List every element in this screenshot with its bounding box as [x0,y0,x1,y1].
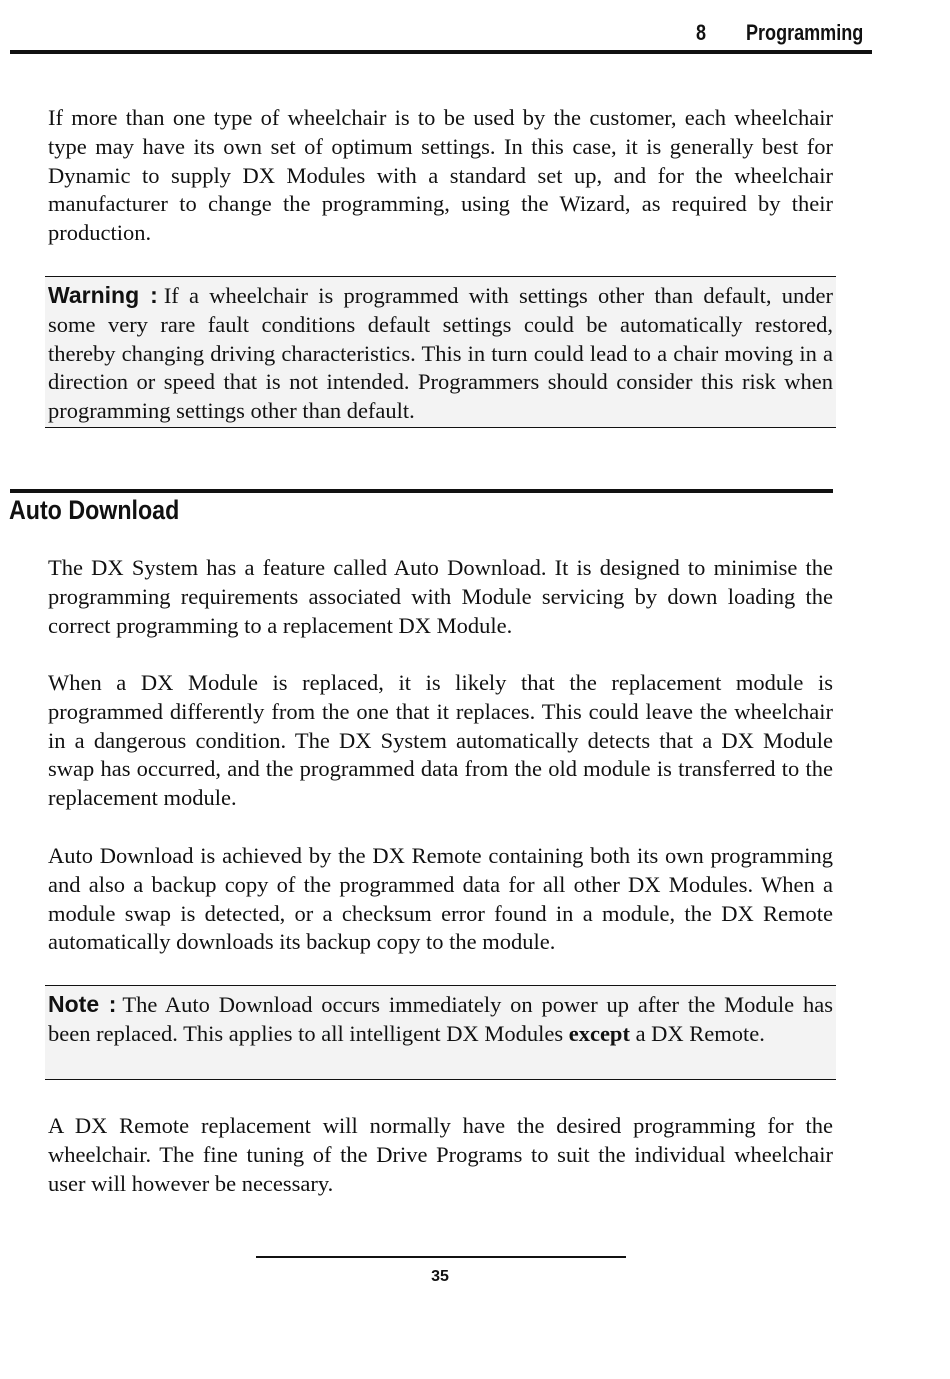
chapter-number: 8 [696,20,707,45]
warning-callout [45,276,836,428]
section-paragraph-2: When a DX Module is replaced, it is likely that the replacement module is programmed differently from the one that it replaces. This could leave the wheelchair in a dangerous condition. The DX System automatically detects that a DX Module swap has occurred, and the programmed data from the old module is transferred to the replacement module. [48,670,833,811]
intro-paragraph: If more than one type of wheelchair is to be used by the customer, each wheelchair type may have its own set of optimum settings. In this case, it is generally best for Dynamic to supply DX Modules with a standard set up, and for the wheelchair manufacturer to change the programming, using the Wizard, as required by their production. [48,105,833,246]
note-emphasis: except [568,1020,630,1046]
page-header [10,20,872,54]
closing-paragraph: A DX Remote replacement will normally have the desired programming for the wheelchair. The fine tuning of the Drive Programs to suit the individual wheelchair user will however be necessary. [48,1113,833,1196]
warning-label: Warning : [48,282,158,308]
footer-rule [256,1256,626,1258]
note-label: Note : [48,991,117,1017]
chapter-title: Programming [746,20,864,45]
note-callout [45,985,836,1080]
note-text-after: a DX Remote. [635,1020,765,1046]
note-body [48,990,833,1049]
section-paragraph-3: Auto Download is achieved by the DX Remote containing both its own programming and also a backup copy of the programmed data for all other DX Modules. When a module swap is detected, or a checksum error found in a module, the DX Remote automatically downloads its backup copy to the module. [48,843,833,955]
warning-text: If a wheelchair is programmed with settings other than default, under some very rare fault conditions default settings could be automatically restored, thereby changing driving characteristics. This in turn could lead to a chair moving in a direction or speed that is not intended. Programmers should consider this risk when programming settings other than default. [48,283,833,424]
warning-body [48,281,833,426]
note-text-before: The Auto Download occurs immediately on power up after the Module has been replaced. This applies to all intelligent DX Modules [48,992,833,1046]
section-title: Auto Download [9,495,180,525]
section-paragraph-1: The DX System has a feature called Auto Download. It is designed to minimise the programming requirements associated with Module servicing by down loading the correct programming to a replacement DX Module. [48,555,833,638]
page-number: 35 [431,1268,449,1285]
